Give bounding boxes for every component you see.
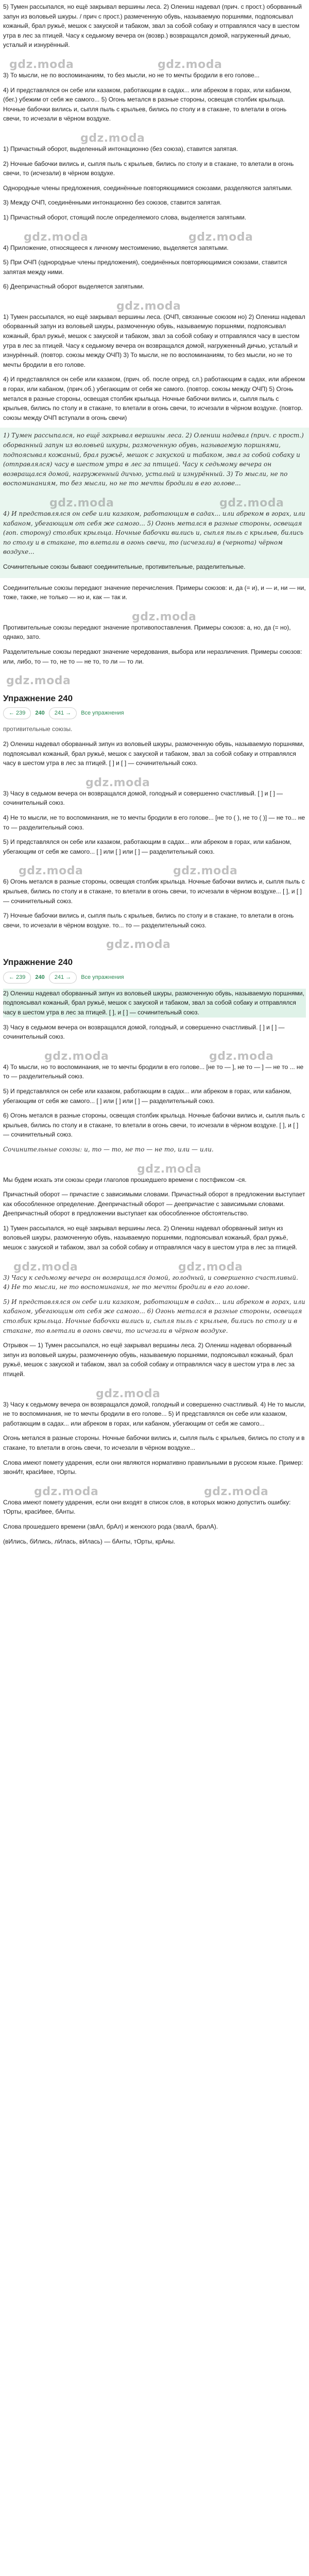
watermark-row <box>3 228 306 243</box>
intro-section <box>3 2 306 178</box>
watermark-row <box>3 607 306 623</box>
all-exercises-link[interactable]: Все упражнения <box>81 710 124 717</box>
theory-section <box>3 583 306 667</box>
next-exercise-button[interactable]: 241 → <box>49 707 77 719</box>
exercise-line: Сочинительные союзы: и, то — то, не то — не то, или — или. <box>3 1145 214 1153</box>
intro-para: 2) Ночные бабочки вились и, сыпля пыль с крыльев, бились по столу и в стакане, то влетали в огонь свечи, то (исчезали) в чёрном воздухе. <box>3 160 294 177</box>
watermark-row <box>3 1384 306 1400</box>
exercise-line: Отрывок — 1) Тумен рассыпался, но ещё закрывал вершины леса. 2) Олениш надевал оборванный зипун из воловьей шкуры, размоченную обувь, называемую поршнями, подпоясывал кожаный, брал ружьё, мешок с закуской и табаком, звал за собой собаку и отправлялся часу в шестом утра в лес за птицей. <box>3 1342 295 1378</box>
exercise-line: 6) Огонь метался в разные стороны, освещая столбик крыльца. Ночные бабочки вились и, сыпля пыль с крыльев, бились по столу и в стакане, то влетали в огонь свечи, то исчезали в чёрном воздухе. [ ], и [ ] — сочинительный союз. <box>3 1112 305 1139</box>
exercise-line: противительные союзы. <box>3 725 73 733</box>
exercise-nav <box>3 972 306 984</box>
watermark-logo: gdz.moda <box>80 131 145 145</box>
exercise-line: 3) Часу в седьмом вечера он возвращался домой, голодный, и совершенно счастливый. [ ] и [ ] — сочинительный союз. <box>3 1023 285 1041</box>
mid-para: 1) Причастный оборот, стоящий после определяемого слова, выделяется запятыми. <box>3 213 247 221</box>
exercise-block-2 <box>3 935 306 1546</box>
exercise-line: Причастный оборот — причастие с зависимыми словами. Причастный оборот в предложении выступает как обособленное определение. Деепричастный оборот — деепричастие с зависимыми словами. Деепричастный оборот в предложении выступает как обособленное обстоятельство. <box>3 1191 305 1217</box>
watermark-row <box>3 494 306 509</box>
watermark-logo: gdz.moda <box>9 58 74 71</box>
watermark-logo: gdz.moda <box>13 1260 78 1274</box>
mid-para: 5) При ОЧП (однородные члены предложения), соединённых повторяющимися союзами, ставится запятая между ними. <box>3 259 287 276</box>
band-para: 1) Тумен рассыпался, но ещё закрывал вершины леса. 2) Олениш надевал (прич. с прост.) оборванный запун из воловьей шкуры, размоченную обувь, называемую поршнями, подпоясывал кожаный, брал ружьё, мешок с закуской и табаком, звал за собой собаку и (отправлялся) часу в шестом утра в лес за птицей. Часу к седьмому вечера он возвращался домой, нагруженный дичью, усталый и изнурённый. 3) То мысли, не по воспоминаниям, то без мысли, но не то мечты бродили в его голове... <box>3 432 304 487</box>
exercise-line: 1) Тумен рассыпался, но ещё закрывал вершины леса. 2) Олениш надевал оборванный зипун из воловьей шкуры, размоченную обувь, называемую поршнями, подпоясывал кожаный, брал ружьё, мешок с закуской и табаком, звал за собой собаку и отправлялся часу в шестом утра в лес за птицей. <box>3 1224 298 1251</box>
exercise-line: 2) Олениш надевал оборванный зипун из воловьей шкуры, размоченную обувь, называемую поршнями, подпоясывал кожаный, брал ружьё, мешок с закуской и табаком, звал за собой собаку и отправлялся часу в шестом утра в лес за птицей. [ ] и [ ] — сочинительный союз. <box>3 740 304 767</box>
intro-para: 1) Причастный оборот, выделенный интонационно (без союза), ставится запятая. <box>3 145 238 152</box>
next-exercise-button[interactable]: 241 → <box>49 972 77 984</box>
mid-para: 1) Тумен рассыпался, но ещё закрывал вершины леса. (ОЧП, связанные союзом но) 2) Олениш надевал оборванный запун из воловьей шкуры, размоченную обувь, называемую поршнями, подпоясывал кожаный, брал ружьё, мешок с закуской и табаком, звал за собой собаку и отправлялся часу в шестом утра в лес за птицей. Часу к седьмому вечера он возвращался домой, нагруженный дичью, усталый и изнурённый. (повтор. союзы между ОЧП) 3) То мысли, не по воспоминаниям, то без мысли, но не то мечты бродили в его голове. <box>3 313 305 368</box>
exercise-block-1 <box>3 671 306 930</box>
watermark-row <box>3 1160 306 1175</box>
watermark-logo: gdz.moda <box>34 1485 99 1498</box>
watermark-logo: gdz.moda <box>44 1049 109 1063</box>
watermark-logo: gdz.moda <box>137 1162 202 1176</box>
watermark-row <box>3 935 306 951</box>
watermark-row <box>3 1047 306 1062</box>
theory-para: Противительные союзы передают значение противопоставления. Примеры союзов: а, но, да (= но), однако, зато. <box>3 623 291 641</box>
watermark-logo: gdz.moda <box>96 1387 161 1400</box>
watermark-row <box>3 861 306 877</box>
watermark-logo: gdz.moda <box>178 1260 243 1274</box>
current-exercise-number: 240 <box>35 974 45 980</box>
prev-exercise-button[interactable]: ← 239 <box>3 707 31 719</box>
watermark-logo: gdz.moda <box>204 1485 269 1498</box>
highlighted-answer <box>0 428 309 578</box>
watermark-row <box>3 1258 306 1273</box>
mid-para: 6) Деепричастный оборот выделяется запятыми. <box>3 283 145 291</box>
exercise-line: Слова прошедшего времени (звАл, брАл) и женского рода (звалА, бралА). <box>3 1522 218 1530</box>
watermark-logo: gdz.moda <box>85 776 150 789</box>
watermark-logo: gdz.moda <box>116 299 181 313</box>
watermark-row <box>3 129 306 144</box>
all-exercises-link[interactable]: Все упражнения <box>81 974 124 980</box>
watermark-logo: gdz.moda <box>132 610 197 623</box>
exercise-line: 5) И представлялся он себе или казаком, работающим в садах... или абреком в горах, или кабаном, убегающим от себя же самого... [ ] или [ ] или [ ] — разделительный союз. <box>3 838 291 855</box>
mid-para: 4) Приложение, относящееся к личному местоимению, выделяется запятыми. <box>3 244 229 251</box>
watermark-row <box>3 55 306 71</box>
watermark-logo: gdz.moda <box>106 938 171 952</box>
watermark-logo: gdz.moda <box>49 496 114 510</box>
exercise-line: 3) Часу в седьмом вечера он возвращался домой, голодный и совершенно счастливый. [ ] и [ ] — сочинительный союз. <box>3 789 283 807</box>
exercise-line: Огонь метался в разные стороны. Ночные бабочки вились и, сыпля пыль с крыльев, бились по столу и в стакане, то влетали в огонь свечи, то исчезали в чёрном воздухе... <box>3 1434 305 1451</box>
watermark-logo: gdz.moda <box>6 674 71 688</box>
exercise-line: 4) Не то мысли, не то воспоминания, не то мечты бродили в его голове... [не то ( ), не то ( )] — не то... не то — разделительный союз. <box>3 814 305 831</box>
watermark-row <box>3 773 306 789</box>
exercise-title: Упражнение 240 <box>3 693 73 704</box>
watermark-logo: gdz.moda <box>209 1049 274 1063</box>
watermark-row <box>3 1482 306 1498</box>
watermark-logo: gdz.moda <box>188 230 253 244</box>
theory-para: Разделительные союзы передают значение чередования, выбора или неразличения. Примеры союзов: или, либо, то — то, не то — не то, то ли — то ли. <box>3 648 302 665</box>
band-para: Сочинительные союзы бывают соединительные, противительные, разделительные. <box>3 563 246 570</box>
intro-para: 4) И представлялся он себе или казаком, работающим в садах... или абреком в горах, или кабаном, (бег.) убежим от себя же самого... 5) Огонь метался в разные стороны, освещая столбик крыльца. Ночные бабочки вились и, сыпля пыль с крыльев, бились по столу и в стакане, то влетали в огонь свечи, то исчезали в чёрном воздухе. <box>3 86 291 123</box>
mid-section <box>3 183 306 423</box>
exercise-line: (вИлись, бИлись, лИлась, вИлась) — бАнты, тОрты, крАны. <box>3 1537 176 1545</box>
exercise-line: 6) Огонь метался в разные стороны, освещая столбик крыльца. Ночные бабочки вились и, сыпля пыль с крыльев, бились по столу и в стакане, то влетали в огонь свечи, то исчезали в чёрном воздухе... [ ], и [ ] — сочинительный союз. <box>3 878 305 905</box>
watermark-logo: gdz.moda <box>219 496 284 510</box>
exercise-title: Упражнение 240 <box>3 957 73 968</box>
watermark-logo: gdz.moda <box>158 58 222 71</box>
mid-para: Однородные члены предложения, соединённые повторяющимися союзами, разделяются запятыми. <box>3 184 293 192</box>
watermark-row <box>3 297 306 312</box>
current-exercise-number: 240 <box>35 710 45 717</box>
watermark-logo: gdz.moda <box>24 230 89 244</box>
mid-para: 4) И представлялся он себе или казаком, (прич. об. после опред. сл.) работающим в садах, или абреком в горах, или кабаном, (прич.об.) убегающим от себя же самого. (повтор. союзы между ОЧП) 5) Огонь метался в разные стороны, освещая столбик крыльца. Ночные бабочки вились и, сыпля пыль с крыльев, бились по столу и в стакане, то влетали в огонь свечи, то исчезали в чёрном воздухе. (повтор. союзы между ОЧП вступали в огонь свечи) <box>3 376 305 421</box>
exercise-line: 2) Олениш надевал оборванный зипун из воловьей шкуры, размоченную обувь, называемую поршнями, подпоясывал кожаный, брал ружьё, мешок с закуской и табаком, звал за собой собаку и отправлялся часу в шестом утра в лес за птицей. [ ], и [ ] — сочинительный союз. <box>3 989 306 1018</box>
watermark-logo: gdz.moda <box>173 865 238 878</box>
exercise-line: Слова имеют помету ударения, если они являются нормативно правильными в русском языке. Пример: звонИт, красИвее, тОрты. <box>3 1459 303 1476</box>
intro-para: 5) Тумен рассыпался, но ещё закрывал вершины леса. 2) Олениш надевал (прич. с прост.) оборванный запун из воловьей шкуры. / прич с прост.) размеченную обувь, называемую поршнями, подпоясывал кожаный, брал ружьё, мешок с закуской и табаком, звал за собой собаку и отправлялся часу в шестом утра в лес за птицей. Часу к седьмому вечера он (возвр.) возвращался домой, нагруженный дичью, усталый и изнурённый. <box>3 3 302 49</box>
watermark-logo: gdz.moda <box>19 865 83 878</box>
exercise-line: 5) И представлялся он себе или казаком, работающим в садах... или абреком в горах, или кабаном, убегающим от себя же самого... [ ] или [ ] или [ ] — разделительный союз. <box>3 1087 291 1105</box>
exercise-line: 3) Часу к седьмому вечера он возвращался домой, голодный, и совершенно счастливый. 4) Не то мысли, не то воспоминания, не то мечты бродили в его голове. <box>3 1274 298 1291</box>
band-para: 4) И представлялся он себе или казаком, работающим в садах... или абреком в горах, или кабаном, убегающим от себя же самого... 5) Огонь метался в разные стороны, освещая (гоп. сторону) столбик крыльца. Ночные бабочки вились и, сыпля пыль с крыльев, бились по столу и в стакане, то влетали в огонь свечи, то (исчезали) в (чернота) чёрном воздухе... <box>3 510 305 556</box>
exercise-line: Слова имеют помету ударения, если они входят в список слов, в которых можно допустить ошибку: тОрты, красИвее, бАнты. <box>3 1498 291 1516</box>
theory-para: Соединительные союзы передают значение перечисления. Примеры союзов: и, да (= и), и — и, ни — ни, тоже, также, не только — но и, как — так и. <box>3 584 306 601</box>
exercise-nav <box>3 707 306 719</box>
prev-exercise-button[interactable]: ← 239 <box>3 972 31 984</box>
exercise-line: 3) Часу к седьмому вечера он возвращался домой, голодный и совершенно счастливый. 4) Не то мысли, не то воспоминания, не то мечты бродили в его голове... 5) И представлялся он себе или казаком, работающим в садах... или абреком в горах, или кабаном, убегающим от себя же самого... <box>3 1400 306 1427</box>
exercise-line: 7) Ночные бабочки вились и, сыпля пыль с крыльев, бились по столу и в стакане, то влетали в огонь свечи, то исчезали в чёрном воздухе. то... то — разделительный союз. <box>3 912 294 929</box>
intro-para: 3) То мысли, не по воспоминаниям, то без мысли, но не то мечты бродили в его голове... <box>3 71 260 79</box>
exercise-line: 5) И представлялся он себе или казаком, работающим в садах... или абреком в горах, или кабаном, убегающим от себя же самого... 6) Огонь метался в разные стороны, освещая столбик крыльца. Ночные бабочки вились и, сыпля пыль с крыльев, бились по столу и в стакане, то влетали в огонь свечи, то исчезали в чёрном воздухе. <box>3 1298 305 1334</box>
watermark-row <box>3 671 306 687</box>
exercise-line: 4) То мысли, но то воспоминания, не то мечты бродили в его голове... [не то — ], не то — ] — не то ... не то — разделительный союз. <box>3 1063 304 1080</box>
mid-para: 3) Между ОЧП, соединёнными интонационно без союзов, ставится запятая. <box>3 199 222 207</box>
exercise-line: Мы будем искать эти союзы среди глаголов прошедшего времени с постфиксом -ся. <box>3 1176 247 1183</box>
